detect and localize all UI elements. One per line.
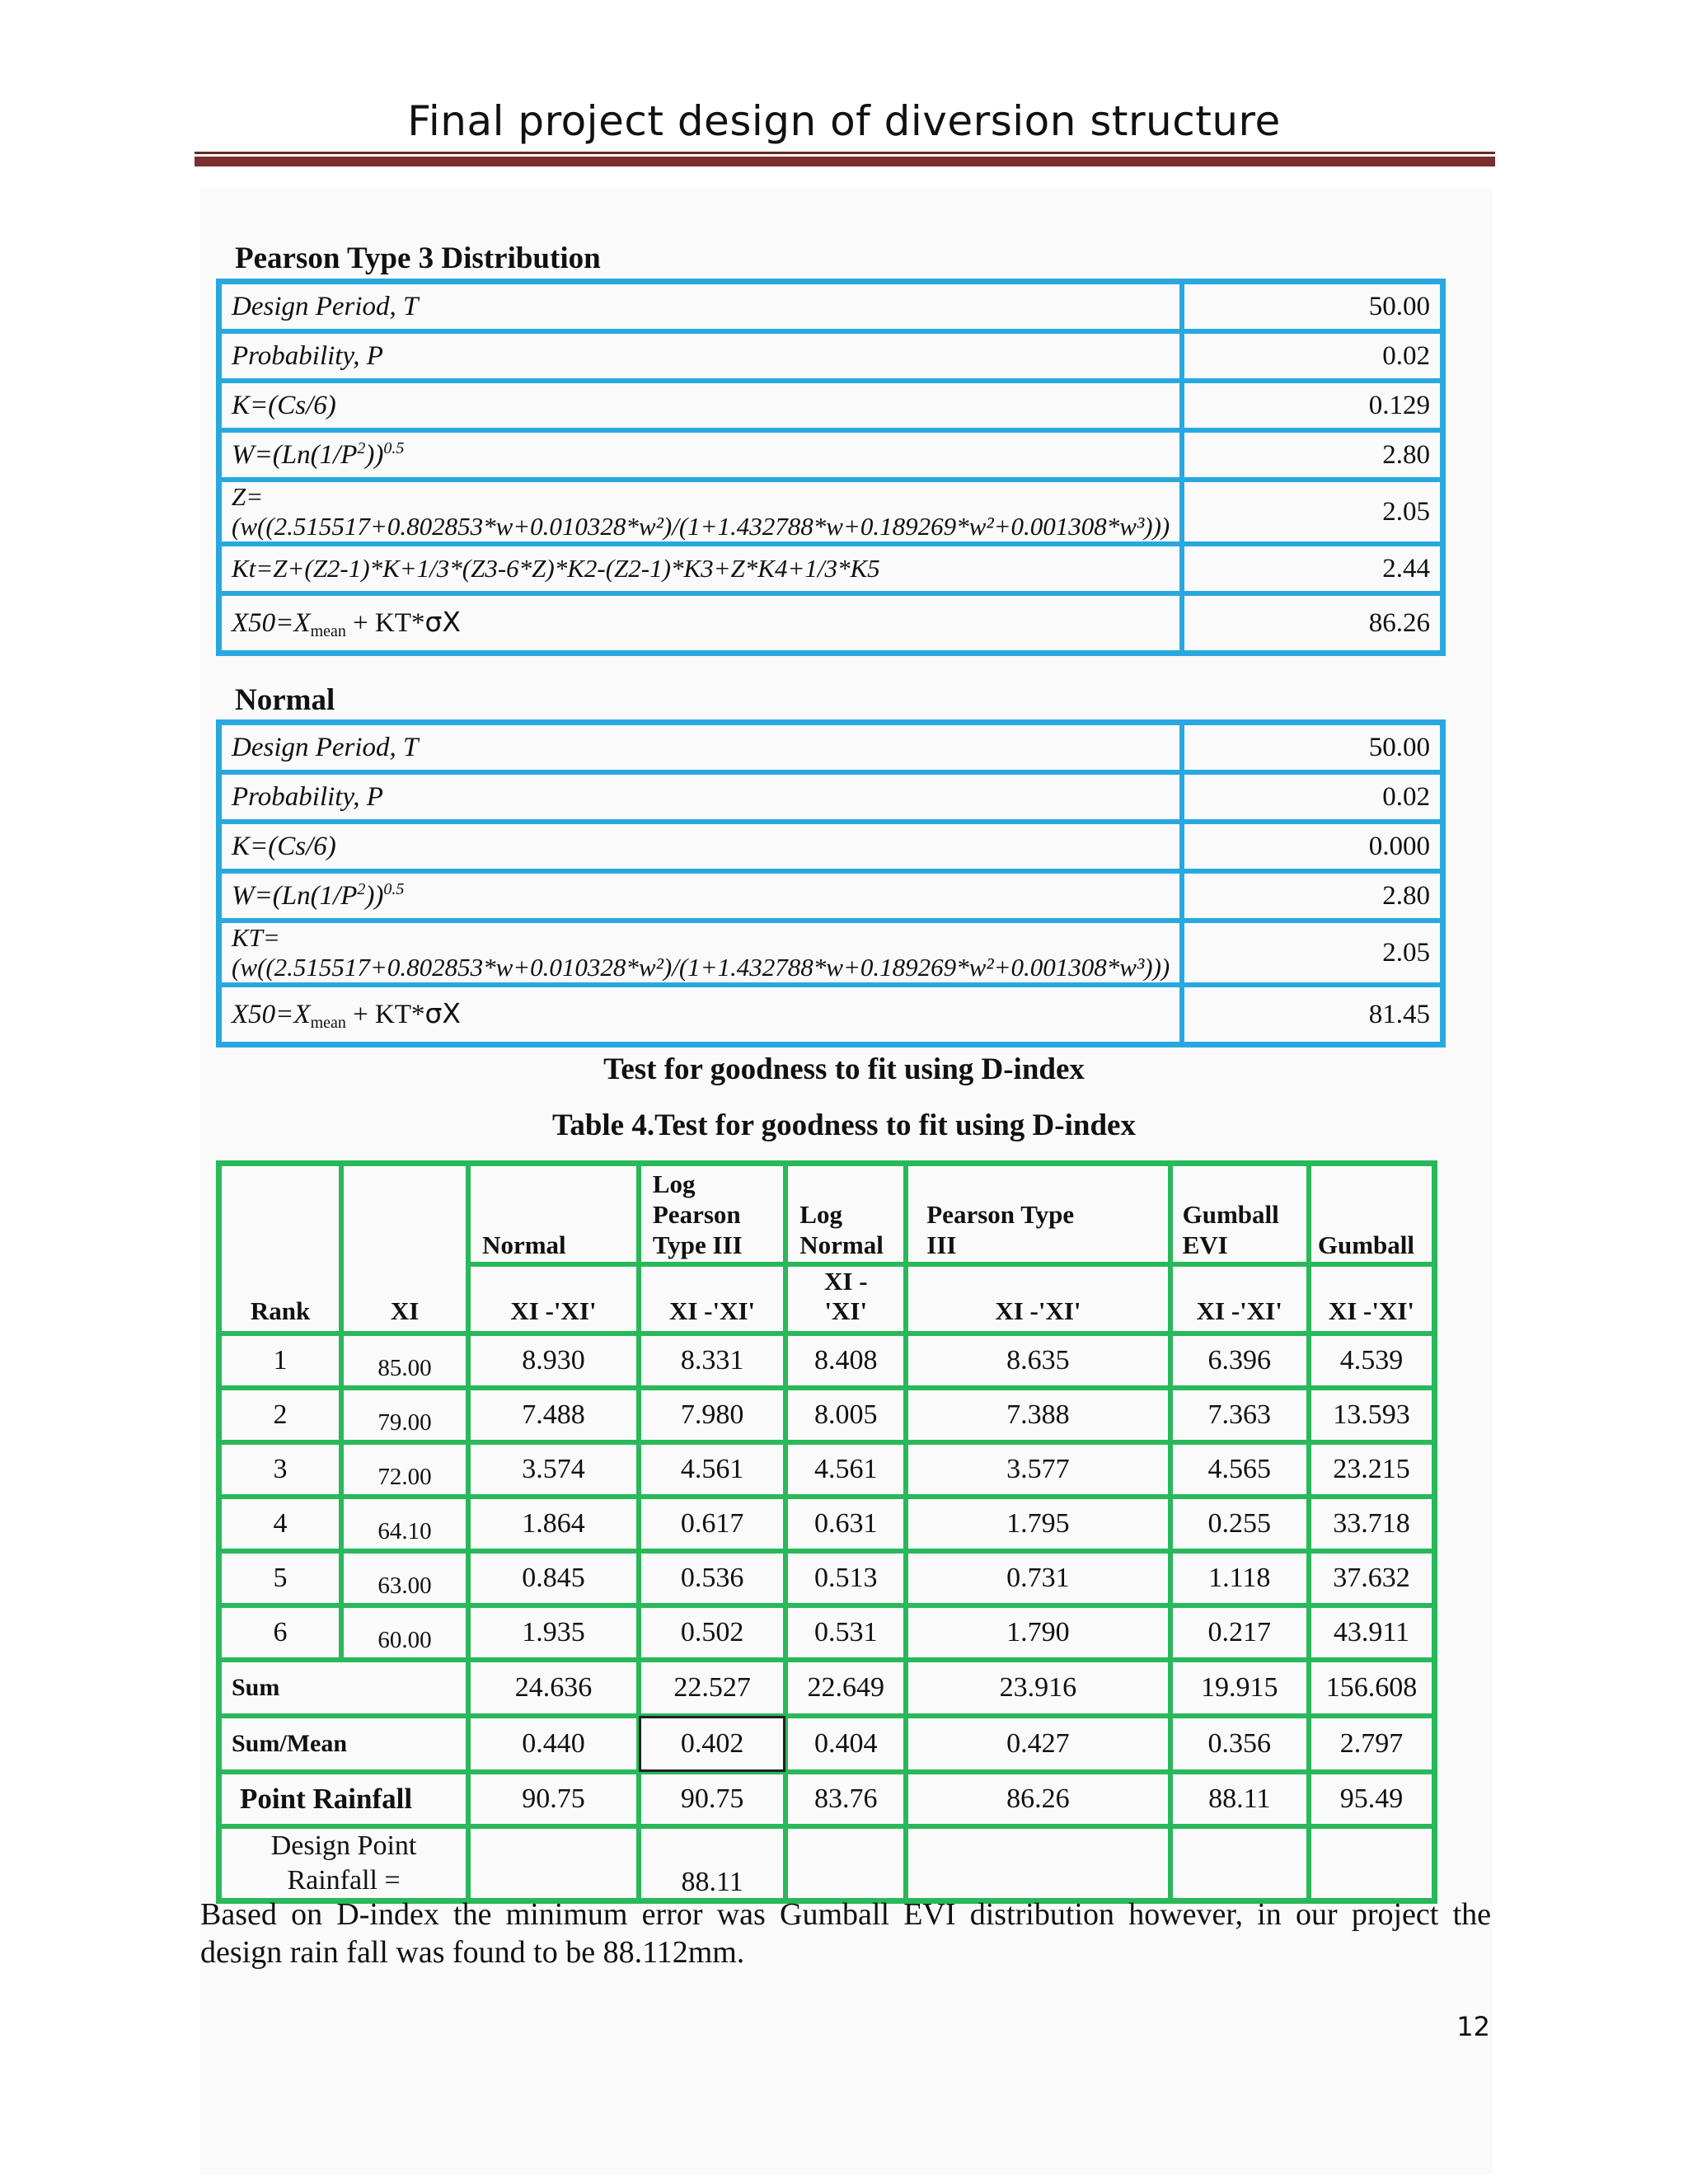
row-label: Design Period, T <box>219 723 1182 772</box>
formula-part: )) <box>365 440 384 470</box>
empty-cell <box>1170 1826 1309 1900</box>
value-cell: 8.005 <box>785 1388 906 1442</box>
header-row <box>219 1164 1434 1264</box>
running-header: Final project design of diversion structure <box>407 97 1281 145</box>
row-label: Design Period, T <box>219 282 1182 331</box>
row-value: 81.45 <box>1182 985 1442 1044</box>
value-cell: 22.527 <box>639 1660 785 1716</box>
row-label: Probability, P <box>219 331 1182 381</box>
row-label: K=(Cs/6) <box>219 381 1182 430</box>
value-cell: 90.75 <box>639 1772 785 1826</box>
pearson-type-header <box>906 1164 1170 1264</box>
value-cell: 23.916 <box>906 1660 1170 1716</box>
normal-header: Normal <box>468 1164 639 1264</box>
header-rule-thick <box>195 157 1495 166</box>
formula-part: X50=X <box>232 999 311 1029</box>
header-line: Log <box>799 1200 842 1229</box>
value-cell: 8.930 <box>468 1333 639 1388</box>
value-cell: 33.718 <box>1309 1497 1434 1551</box>
sigma-symbol: σX <box>424 996 462 1029</box>
table-row <box>219 822 1442 871</box>
normal-section-title: Normal <box>235 683 335 717</box>
xi-cell: 79.00 <box>341 1388 468 1442</box>
value-cell: 0.255 <box>1170 1497 1309 1551</box>
pearson-section-title: Pearson Type 3 Distribution <box>235 241 601 275</box>
header-line: EVI <box>1182 1230 1228 1259</box>
header-line: Pearson Type <box>926 1200 1075 1229</box>
value-cell: 0.513 <box>785 1551 906 1605</box>
empty-cell <box>1309 1826 1434 1900</box>
row-value: 2.80 <box>1182 871 1442 921</box>
table-row <box>219 723 1442 772</box>
value-cell: 0.731 <box>906 1551 1170 1605</box>
table-row <box>219 1497 1434 1551</box>
dindex-table <box>216 1160 1437 1904</box>
value-cell: 1.795 <box>906 1497 1170 1551</box>
deviation-header: XI -'XI' <box>1309 1264 1434 1333</box>
header-line: Gumball <box>1182 1200 1279 1229</box>
rank-cell: 2 <box>219 1388 341 1442</box>
rank-cell: 1 <box>219 1333 341 1388</box>
table-row <box>219 871 1442 921</box>
dindex-heading: Test for goodness to fit using D-index <box>603 1052 1085 1086</box>
header-line: Log <box>652 1169 696 1198</box>
value-cell: 8.331 <box>639 1333 785 1388</box>
rank-cell: 5 <box>219 1551 341 1605</box>
row-value: 2.44 <box>1182 544 1442 593</box>
table-row <box>219 430 1442 480</box>
row-label: Probability, P <box>219 772 1182 822</box>
summean-row <box>219 1716 1434 1772</box>
header-rule-thin <box>195 152 1495 154</box>
superscript: 0.5 <box>383 439 405 457</box>
selected-value-cell: 0.402 <box>639 1716 785 1772</box>
value-cell: 23.215 <box>1309 1442 1434 1497</box>
log-normal-header <box>785 1164 906 1264</box>
superscript: 2 <box>357 439 366 457</box>
header-line: XI - <box>824 1267 868 1296</box>
point-rainfall-label: Point Rainfall <box>219 1772 468 1826</box>
table-row <box>219 480 1442 544</box>
row-label <box>219 430 1182 480</box>
table-caption: Table 4.Test for goodness to fit using D-index <box>552 1108 1136 1142</box>
formula-part: W=(Ln(1/P <box>232 881 358 911</box>
value-cell: 0.617 <box>639 1497 785 1551</box>
formula-part: + KT* <box>345 607 425 638</box>
value-cell: 8.635 <box>906 1333 1170 1388</box>
value-cell: 90.75 <box>468 1772 639 1826</box>
label-line: Design Point <box>270 1830 417 1861</box>
value-cell: 13.593 <box>1309 1388 1434 1442</box>
value-cell: 19.915 <box>1170 1660 1309 1716</box>
value-cell: 95.49 <box>1309 1772 1434 1826</box>
value-cell: 0.356 <box>1170 1716 1309 1772</box>
value-cell: 1.118 <box>1170 1551 1309 1605</box>
table-row <box>219 1442 1434 1497</box>
value-cell: 0.536 <box>639 1551 785 1605</box>
design-rainfall-label <box>219 1826 468 1900</box>
row-value: 50.00 <box>1182 723 1442 772</box>
row-label: KT=(w((2.515517+0.802853*w+0.010328*w²)/(1+1.432788*w+0.189269*w²+0.001308*w³))) <box>219 921 1182 985</box>
table-row <box>219 1551 1434 1605</box>
subscript: mean <box>310 1013 346 1032</box>
value-cell: 7.980 <box>639 1388 785 1442</box>
value-cell: 0.217 <box>1170 1605 1309 1660</box>
formula-part: )) <box>365 881 384 911</box>
sum-label: Sum <box>219 1660 468 1716</box>
row-value: 0.129 <box>1182 381 1442 430</box>
design-rainfall-row <box>219 1826 1434 1900</box>
formula-part: W=(Ln(1/P <box>232 440 358 470</box>
row-label <box>219 593 1182 653</box>
page-number: 12 <box>1456 2011 1490 2042</box>
table-row <box>219 282 1442 331</box>
rank-cell: 6 <box>219 1605 341 1660</box>
table-row <box>219 544 1442 593</box>
value-cell: 0.531 <box>785 1605 906 1660</box>
row-value: 2.05 <box>1182 921 1442 985</box>
table-row <box>219 1333 1434 1388</box>
point-rainfall-row <box>219 1772 1434 1826</box>
row-value: 0.02 <box>1182 772 1442 822</box>
value-cell: 24.636 <box>468 1660 639 1716</box>
xi-cell: 60.00 <box>341 1605 468 1660</box>
header-line: Pearson <box>652 1200 741 1229</box>
design-rainfall-value: 88.11 <box>639 1826 785 1900</box>
value-cell: 0.845 <box>468 1551 639 1605</box>
empty-cell <box>468 1826 639 1900</box>
value-cell: 3.577 <box>906 1442 1170 1497</box>
deviation-header: XI -'XI' <box>468 1264 639 1333</box>
xi-cell: 64.10 <box>341 1497 468 1551</box>
rank-cell: 4 <box>219 1497 341 1551</box>
log-pearson-header <box>639 1164 785 1264</box>
header-line: Normal <box>799 1230 884 1259</box>
row-value: 0.02 <box>1182 331 1442 381</box>
table-row <box>219 331 1442 381</box>
deviation-header <box>785 1264 906 1333</box>
table-row <box>219 593 1442 653</box>
gumball-evi-header <box>1170 1164 1309 1264</box>
deviation-header: XI -'XI' <box>1170 1264 1309 1333</box>
value-cell: 1.864 <box>468 1497 639 1551</box>
sigma-symbol: σX <box>424 605 462 638</box>
row-label <box>219 985 1182 1044</box>
superscript: 2 <box>357 880 366 898</box>
sum-row <box>219 1660 1434 1716</box>
header-line: III <box>926 1230 957 1259</box>
value-cell: 8.408 <box>785 1333 906 1388</box>
value-cell: 86.26 <box>906 1772 1170 1826</box>
conclusion-paragraph: Based on D-index the minimum error was Gumball EVI distribution however, in our project the design rain fall was found to be 88.112mm. <box>200 1897 1491 1970</box>
formula-part: + KT* <box>345 999 425 1029</box>
row-label: Z=(w((2.515517+0.802853*w+0.010328*w²)/(1+1.432788*w+0.189269*w²+0.001308*w³))) <box>219 480 1182 544</box>
value-cell: 2.797 <box>1309 1716 1434 1772</box>
label-line: Rainfall = <box>287 1865 401 1896</box>
value-cell: 0.427 <box>906 1716 1170 1772</box>
value-cell: 43.911 <box>1309 1605 1434 1660</box>
value-cell: 7.488 <box>468 1388 639 1442</box>
xi-cell: 63.00 <box>341 1551 468 1605</box>
value-cell: 88.11 <box>1170 1772 1309 1826</box>
subscript: mean <box>310 621 346 640</box>
gumball-header: Gumball <box>1309 1164 1434 1264</box>
header-line: Type III <box>652 1230 743 1259</box>
row-value: 50.00 <box>1182 282 1442 331</box>
table-row <box>219 1605 1434 1660</box>
rank-cell: 3 <box>219 1442 341 1497</box>
row-label: Kt=Z+(Z2-1)*K+1/3*(Z3-6*Z)*K2-(Z2-1)*K3+Z*K4+1/3*K5 <box>219 544 1182 593</box>
empty-cell <box>906 1826 1170 1900</box>
row-value: 2.80 <box>1182 430 1442 480</box>
value-cell: 22.649 <box>785 1660 906 1716</box>
value-cell: 7.363 <box>1170 1388 1309 1442</box>
row-value: 86.26 <box>1182 593 1442 653</box>
value-cell: 0.502 <box>639 1605 785 1660</box>
formula-part: X50=X <box>232 607 311 638</box>
deviation-header: XI -'XI' <box>906 1264 1170 1333</box>
row-label <box>219 871 1182 921</box>
value-cell: 4.565 <box>1170 1442 1309 1497</box>
value-cell: 3.574 <box>468 1442 639 1497</box>
value-cell: 6.396 <box>1170 1333 1309 1388</box>
xi-header: XI <box>341 1164 468 1333</box>
summean-label: Sum/Mean <box>219 1716 468 1772</box>
table-row <box>219 985 1442 1044</box>
value-cell: 0.631 <box>785 1497 906 1551</box>
superscript: 0.5 <box>383 880 405 898</box>
table-row <box>219 381 1442 430</box>
row-value: 0.000 <box>1182 822 1442 871</box>
value-cell: 7.388 <box>906 1388 1170 1442</box>
normal-table <box>216 719 1446 1047</box>
row-value: 2.05 <box>1182 480 1442 544</box>
value-cell: 1.790 <box>906 1605 1170 1660</box>
table-row <box>219 921 1442 985</box>
xi-cell: 85.00 <box>341 1333 468 1388</box>
table-row <box>219 772 1442 822</box>
value-cell: 83.76 <box>785 1772 906 1826</box>
deviation-header: XI -'XI' <box>639 1264 785 1333</box>
rank-header: Rank <box>219 1164 341 1333</box>
empty-cell <box>785 1826 906 1900</box>
value-cell: 4.561 <box>785 1442 906 1497</box>
value-cell: 156.608 <box>1309 1660 1434 1716</box>
value-cell: 4.539 <box>1309 1333 1434 1388</box>
header-line: 'XI' <box>824 1296 868 1325</box>
pearson-table <box>216 279 1446 656</box>
value-cell: 37.632 <box>1309 1551 1434 1605</box>
value-cell: 4.561 <box>639 1442 785 1497</box>
row-label: K=(Cs/6) <box>219 822 1182 871</box>
xi-cell: 72.00 <box>341 1442 468 1497</box>
table-row <box>219 1388 1434 1442</box>
value-cell: 0.404 <box>785 1716 906 1772</box>
value-cell: 1.935 <box>468 1605 639 1660</box>
value-cell: 0.440 <box>468 1716 639 1772</box>
